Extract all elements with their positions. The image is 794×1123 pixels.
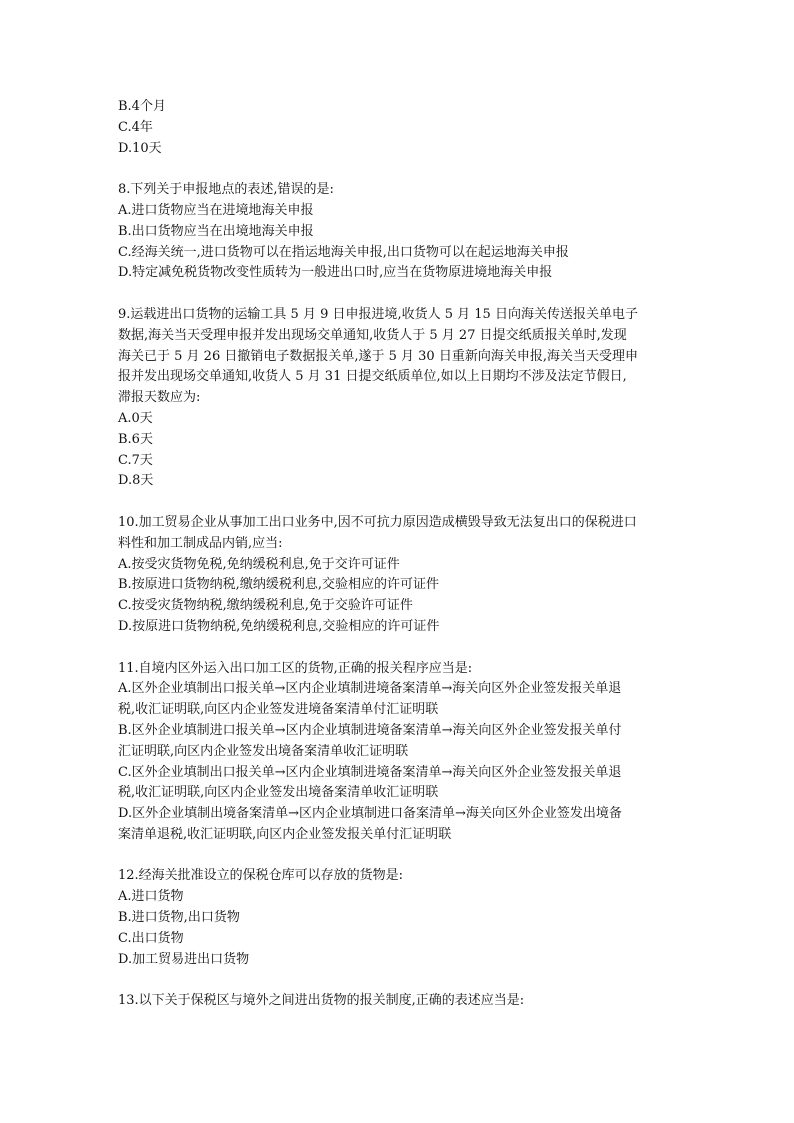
question-stem: 报并发出现场交单通知,收货人 5 月 31 日提交纸质单位,如以上日期均不涉及法定节假日, <box>118 369 627 385</box>
answer-option <box>118 555 678 576</box>
question-stem: 海关已于 5 月 26 日撤销电子数据报关单,遂于 5 月 30 日重新向海关申报,海关当天受理申 <box>118 348 638 364</box>
answer-option-text: B.区外企业填制进口报关单→区内企业填制进境备案清单→海关向区外企业签发报关单付 <box>118 722 622 738</box>
answer-option-text: 案清单退税,收汇证明联,向区内企业签发报关单付汇证明联 <box>118 826 452 842</box>
question-stem: 11.自境内区外运入出口加工区的货物,正确的报关程序应当是: <box>118 660 473 676</box>
answer-option <box>118 243 678 264</box>
answer-option-text: 汇证明联,向区内企业签发出境备案清单收汇证明联 <box>118 743 409 759</box>
answer-option-text: D.特定减免税货物改变性质转为一般进出口时,应当在货物原进境地海关申报 <box>118 265 553 281</box>
answer-option <box>118 950 678 971</box>
question-block <box>118 659 678 846</box>
answer-option <box>118 451 678 472</box>
question-stem: 9.运载进出口货物的运输工具 5 月 9 日申报进境,收货人 5 月 15 日向海关传送报关单电子 <box>118 306 638 322</box>
question-spacer <box>118 846 678 867</box>
option-b: B.4个月 <box>118 99 166 114</box>
question-spacer <box>118 159 678 180</box>
answer-option-text: D.区外企业填制出境备案清单→区内企业填制进口备案清单→海关向区外企业签发出境备 <box>118 806 622 822</box>
answer-option-text: A.区外企业填制出口报关单→区内企业填制进境备案清单→海关向区外企业签发报关单退 <box>118 681 622 697</box>
question-spacer <box>118 970 678 991</box>
answer-option <box>118 929 678 950</box>
option-d: D.10天 <box>118 140 162 156</box>
answer-option <box>118 201 678 222</box>
answer-option <box>118 430 678 451</box>
answer-option-text: 税,收汇证明联,向区内企业签发进境备案清单付汇证明联 <box>118 702 439 718</box>
answer-option-text: A.进口货物 <box>118 889 184 905</box>
question-block <box>118 866 678 970</box>
answer-option-text: 税,收汇证明联,向区内企业签发出境备案清单收汇证明联 <box>118 785 439 801</box>
answer-option-text: C.7天 <box>118 452 153 468</box>
question-block <box>118 991 678 1012</box>
answer-option-text: C.经海关统一,进口货物可以在指运地海关申报,出口货物可以在起运地海关申报 <box>118 244 569 260</box>
answer-option <box>118 679 678 721</box>
answer-option-text: D.按原进口货物纳税,免纳缓税利息,交验相应的许可证件 <box>118 618 440 634</box>
answer-option-text: A.进口货物应当在进境地海关申报 <box>118 202 314 218</box>
question-block <box>118 513 678 638</box>
answer-option <box>118 721 678 763</box>
answer-option <box>118 222 678 243</box>
question-spacer <box>118 284 678 305</box>
answer-option <box>118 763 678 805</box>
question-spacer <box>118 492 678 513</box>
answer-option <box>118 908 678 929</box>
question-stem: 滞报天数应为: <box>118 390 201 406</box>
question-block <box>118 180 678 284</box>
answer-option <box>118 596 678 617</box>
answer-option-text: C.出口货物 <box>118 930 184 946</box>
answer-option <box>118 409 678 430</box>
answer-option-text: D.8天 <box>118 473 154 489</box>
answer-option <box>118 804 678 846</box>
answer-option-text: B.6天 <box>118 431 153 447</box>
answer-option-text: C.按受灾货物纳税,缴纳缓税利息,免于交验许可证件 <box>118 598 413 614</box>
question-list <box>118 159 678 1012</box>
question-stem: 料性和加工制成品内销,应当: <box>118 535 283 551</box>
option-c: C.4年 <box>118 119 153 135</box>
answer-option-text: C.区外企业填制出口报关单→区内企业填制进境备案清单→海关向区外企业签发报关单退 <box>118 764 622 780</box>
question-stem: 13.以下关于保税区与境外之间进出货物的报关制度,正确的表述应当是: <box>118 993 525 1009</box>
question-spacer <box>118 638 678 659</box>
question-block <box>118 305 678 492</box>
answer-option-text: B.按原进口货物纳税,缴纳缓税利息,交验相应的许可证件 <box>118 577 439 593</box>
answer-option-text: A.按受灾货物免税,免纳缓税利息,免于交许可证件 <box>118 556 400 572</box>
answer-option-text: B.出口货物应当在出境地海关申报 <box>118 223 314 239</box>
question-stem: 12.经海关批准设立的保税仓库可以存放的货物是: <box>118 868 404 884</box>
answer-option <box>118 617 678 638</box>
question-stem: 数据,海关当天受理申报并发出现场交单通知,收货人于 5 月 27 日提交纸质报关单时,发现 <box>118 327 627 343</box>
answer-option-text: A.0天 <box>118 410 153 426</box>
answer-option-text: B.进口货物,出口货物 <box>118 910 240 926</box>
question-stem: 10.加工贸易企业从事加工出口业务中,因不可抗力原因造成横毁导致无法复出口的保税进口 <box>118 514 637 530</box>
document-page <box>118 97 678 1012</box>
answer-option-text: D.加工贸易进出口货物 <box>118 951 250 967</box>
answer-option <box>118 575 678 596</box>
answer-option <box>118 887 678 908</box>
question-stem: 8.下列关于申报地点的表述,错误的是: <box>118 182 334 198</box>
answer-option <box>118 263 678 284</box>
answer-option <box>118 471 678 492</box>
prev-question-options <box>118 97 678 159</box>
